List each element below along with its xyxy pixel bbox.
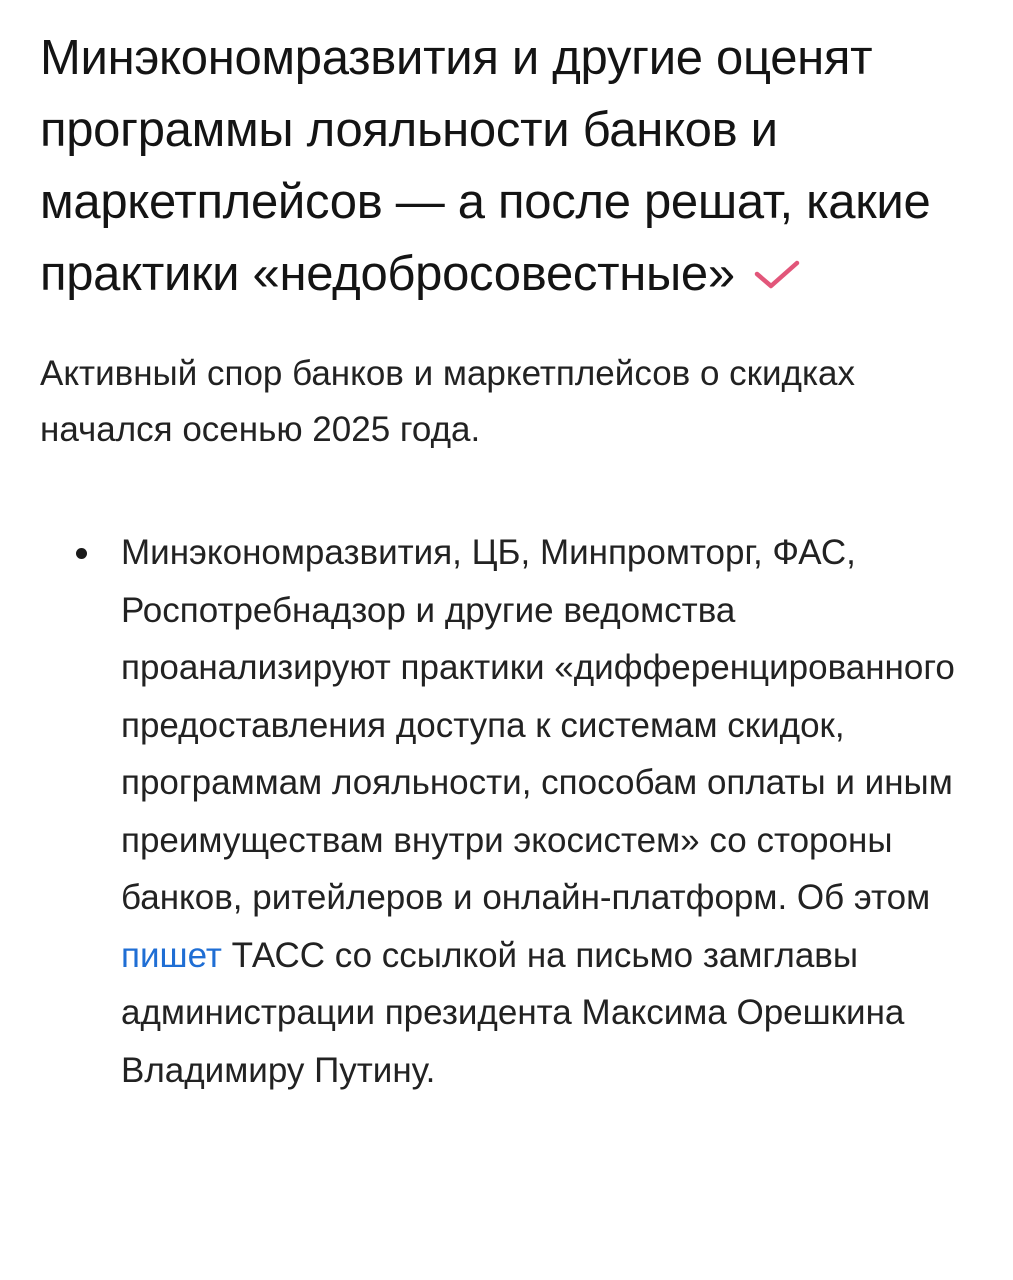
article-lead: Активный спор банков и маркетплейсов о скидках начался осенью 2025 года. <box>40 354 856 449</box>
list-item <box>40 524 980 1099</box>
bullet-list <box>40 524 980 1099</box>
article-title-text: Минэкономразвития и другие оценят программы лояльности банков и маркетплейсов — а после решат, какие практики «недобросовестные» <box>40 31 931 301</box>
article-title <box>40 22 980 310</box>
bullet-icon <box>76 548 87 559</box>
check-icon <box>753 258 801 292</box>
bullet-text-after-link: ТАСС со ссылкой на письмо замглавы администрации президента Максима Орешкина Владимиру Путину. <box>121 935 905 1090</box>
source-link[interactable]: пишет <box>121 935 222 975</box>
bullet-text-before-link: Минэкономразвития, ЦБ, Минпромторг, ФАС, Роспотребнадзор и другие ведомства проанализируют практики «дифференцированного предоставления доступа к системам скидок, программам лояльности, способам оплаты и иным преимуществам внутри экосистем» со стороны банков, ритейлеров и онлайн-платформ. Об этом <box>121 533 955 917</box>
article <box>40 22 980 1099</box>
